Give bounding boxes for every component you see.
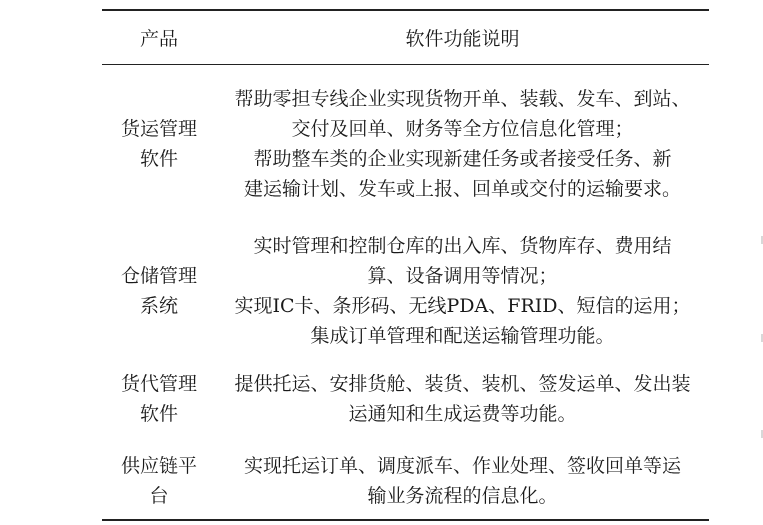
table-bottom-rule: [102, 519, 709, 521]
product-name-line: 台: [149, 485, 169, 507]
product-cell: [102, 449, 216, 513]
description-line: 实时管理和控制仓库的出入库、货物库存、费用结: [253, 235, 672, 257]
table-row: [102, 227, 709, 355]
header-description: 软件功能说明: [405, 28, 520, 50]
product-name-line: 系统: [139, 295, 178, 317]
product-name-line: 软件: [139, 403, 178, 425]
description-line: 实现托运订单、调度派车、作业处理、签收回单等运: [243, 455, 681, 477]
table-row: [102, 449, 709, 513]
description-cell: [216, 449, 709, 513]
table-header-rule: [102, 64, 709, 65]
table-row: [102, 368, 709, 430]
description-line: 提供托运、安排货舱、装货、装机、签发运单、发出装: [234, 373, 691, 395]
table-header-row: [102, 11, 709, 64]
description-line: 运通知和生成运费等功能。: [348, 403, 577, 425]
product-cell: [102, 368, 216, 430]
product-cell: [102, 227, 216, 355]
product-name-line: 供应链平: [120, 455, 197, 477]
description-cell: [216, 80, 709, 208]
description-line: 算、设备调用等情况；: [367, 265, 558, 287]
description-line: 输业务流程的信息化。: [367, 485, 558, 507]
description-line: 帮助零担专线企业实现货物开单、装载、发车、到站、: [234, 88, 691, 110]
product-name-line: 软件: [139, 148, 178, 170]
description-line: 建运输计划、发车或上报、回单或交付的运输要求。: [243, 178, 681, 200]
description-line: 交付及回单、财务等全方位信息化管理；: [291, 118, 634, 140]
description-line: 实现IC卡、条形码、无线PDA、FRID、短信的运用；: [234, 295, 691, 317]
header-product: 产品: [139, 28, 178, 50]
description-cell: [216, 368, 709, 430]
product-cell: [102, 80, 216, 208]
product-name-line: 仓储管理: [120, 265, 197, 287]
table-row: [102, 80, 709, 208]
description-cell: [216, 227, 709, 355]
product-name-line: 货运管理: [120, 118, 197, 140]
product-name-line: 货代管理: [120, 373, 197, 395]
description-line: 集成订单管理和配送运输管理功能。: [310, 325, 615, 347]
description-line: 帮助整车类的企业实现新建任务或者接受任务、新: [253, 148, 672, 170]
